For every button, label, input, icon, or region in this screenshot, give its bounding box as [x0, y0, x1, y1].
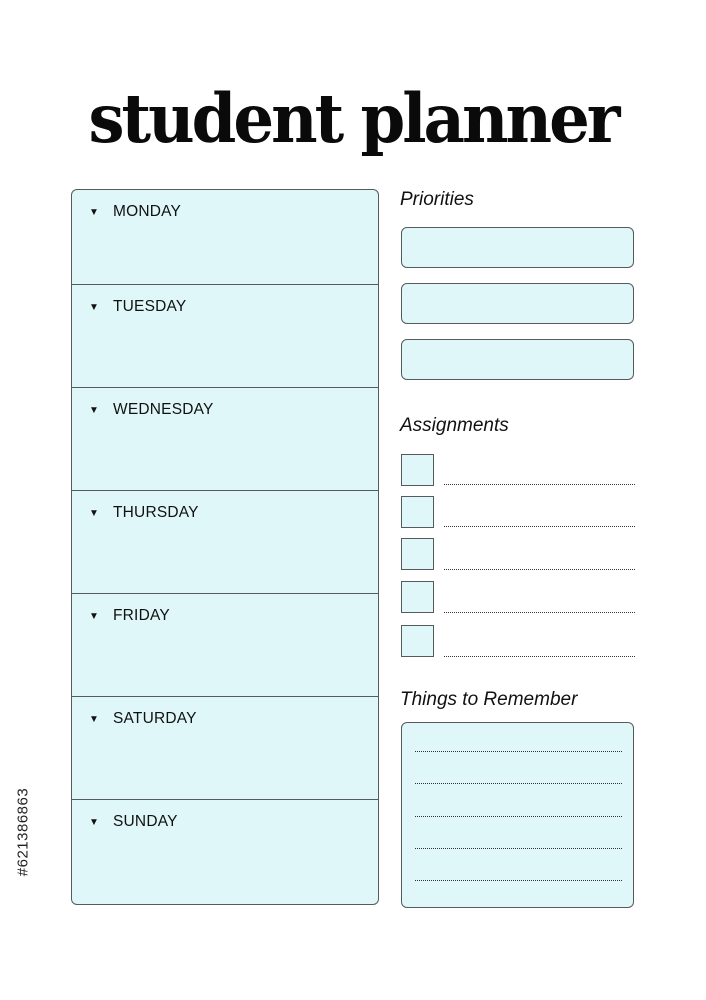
assignment-checkbox[interactable]	[401, 496, 434, 528]
priority-field[interactable]	[401, 339, 634, 380]
day-label: MONDAY	[113, 203, 182, 220]
triangle-down-icon: ▼	[89, 302, 99, 313]
triangle-down-icon: ▼	[89, 714, 99, 725]
planner-title: student planner	[88, 80, 618, 159]
assignment-line[interactable]	[444, 484, 635, 485]
note-line[interactable]	[415, 816, 622, 817]
day-row-friday[interactable]	[72, 593, 378, 697]
stock-image-id	[14, 762, 32, 902]
day-row-saturday[interactable]	[72, 696, 378, 800]
assignment-line[interactable]	[444, 612, 635, 613]
note-line[interactable]	[415, 880, 622, 881]
day-row-sunday[interactable]	[72, 799, 378, 905]
priority-field[interactable]	[401, 227, 634, 268]
triangle-down-icon: ▼	[89, 817, 99, 828]
assignment-line[interactable]	[444, 569, 635, 570]
assignment-checkbox[interactable]	[401, 454, 434, 486]
day-label: WEDNESDAY	[113, 401, 214, 418]
stock-id-text: #621386863	[14, 787, 32, 877]
priority-field[interactable]	[401, 283, 634, 324]
day-label: TUESDAY	[113, 298, 187, 315]
day-label: FRIDAY	[113, 607, 170, 624]
priorities-heading: Priorities	[400, 189, 474, 210]
day-row-tuesday[interactable]	[72, 284, 378, 388]
day-label: SUNDAY	[113, 813, 178, 830]
assignments-heading: Assignments	[400, 415, 509, 436]
note-line[interactable]	[415, 848, 622, 849]
remember-notes-box[interactable]	[401, 722, 634, 908]
day-label: SATURDAY	[113, 710, 197, 727]
day-label: THURSDAY	[113, 504, 199, 521]
assignment-line[interactable]	[444, 656, 635, 657]
assignment-checkbox[interactable]	[401, 625, 434, 657]
assignment-checkbox[interactable]	[401, 538, 434, 570]
triangle-down-icon: ▼	[89, 611, 99, 622]
weekly-schedule	[71, 189, 379, 905]
day-row-monday[interactable]	[72, 190, 378, 294]
triangle-down-icon: ▼	[89, 207, 99, 218]
note-line[interactable]	[415, 783, 622, 784]
remember-heading: Things to Remember	[400, 689, 578, 710]
day-row-wednesday[interactable]	[72, 387, 378, 491]
assignment-line[interactable]	[444, 526, 635, 527]
note-line[interactable]	[415, 751, 622, 752]
triangle-down-icon: ▼	[89, 508, 99, 519]
assignment-checkbox[interactable]	[401, 581, 434, 613]
day-row-thursday[interactable]	[72, 490, 378, 594]
triangle-down-icon: ▼	[89, 405, 99, 416]
